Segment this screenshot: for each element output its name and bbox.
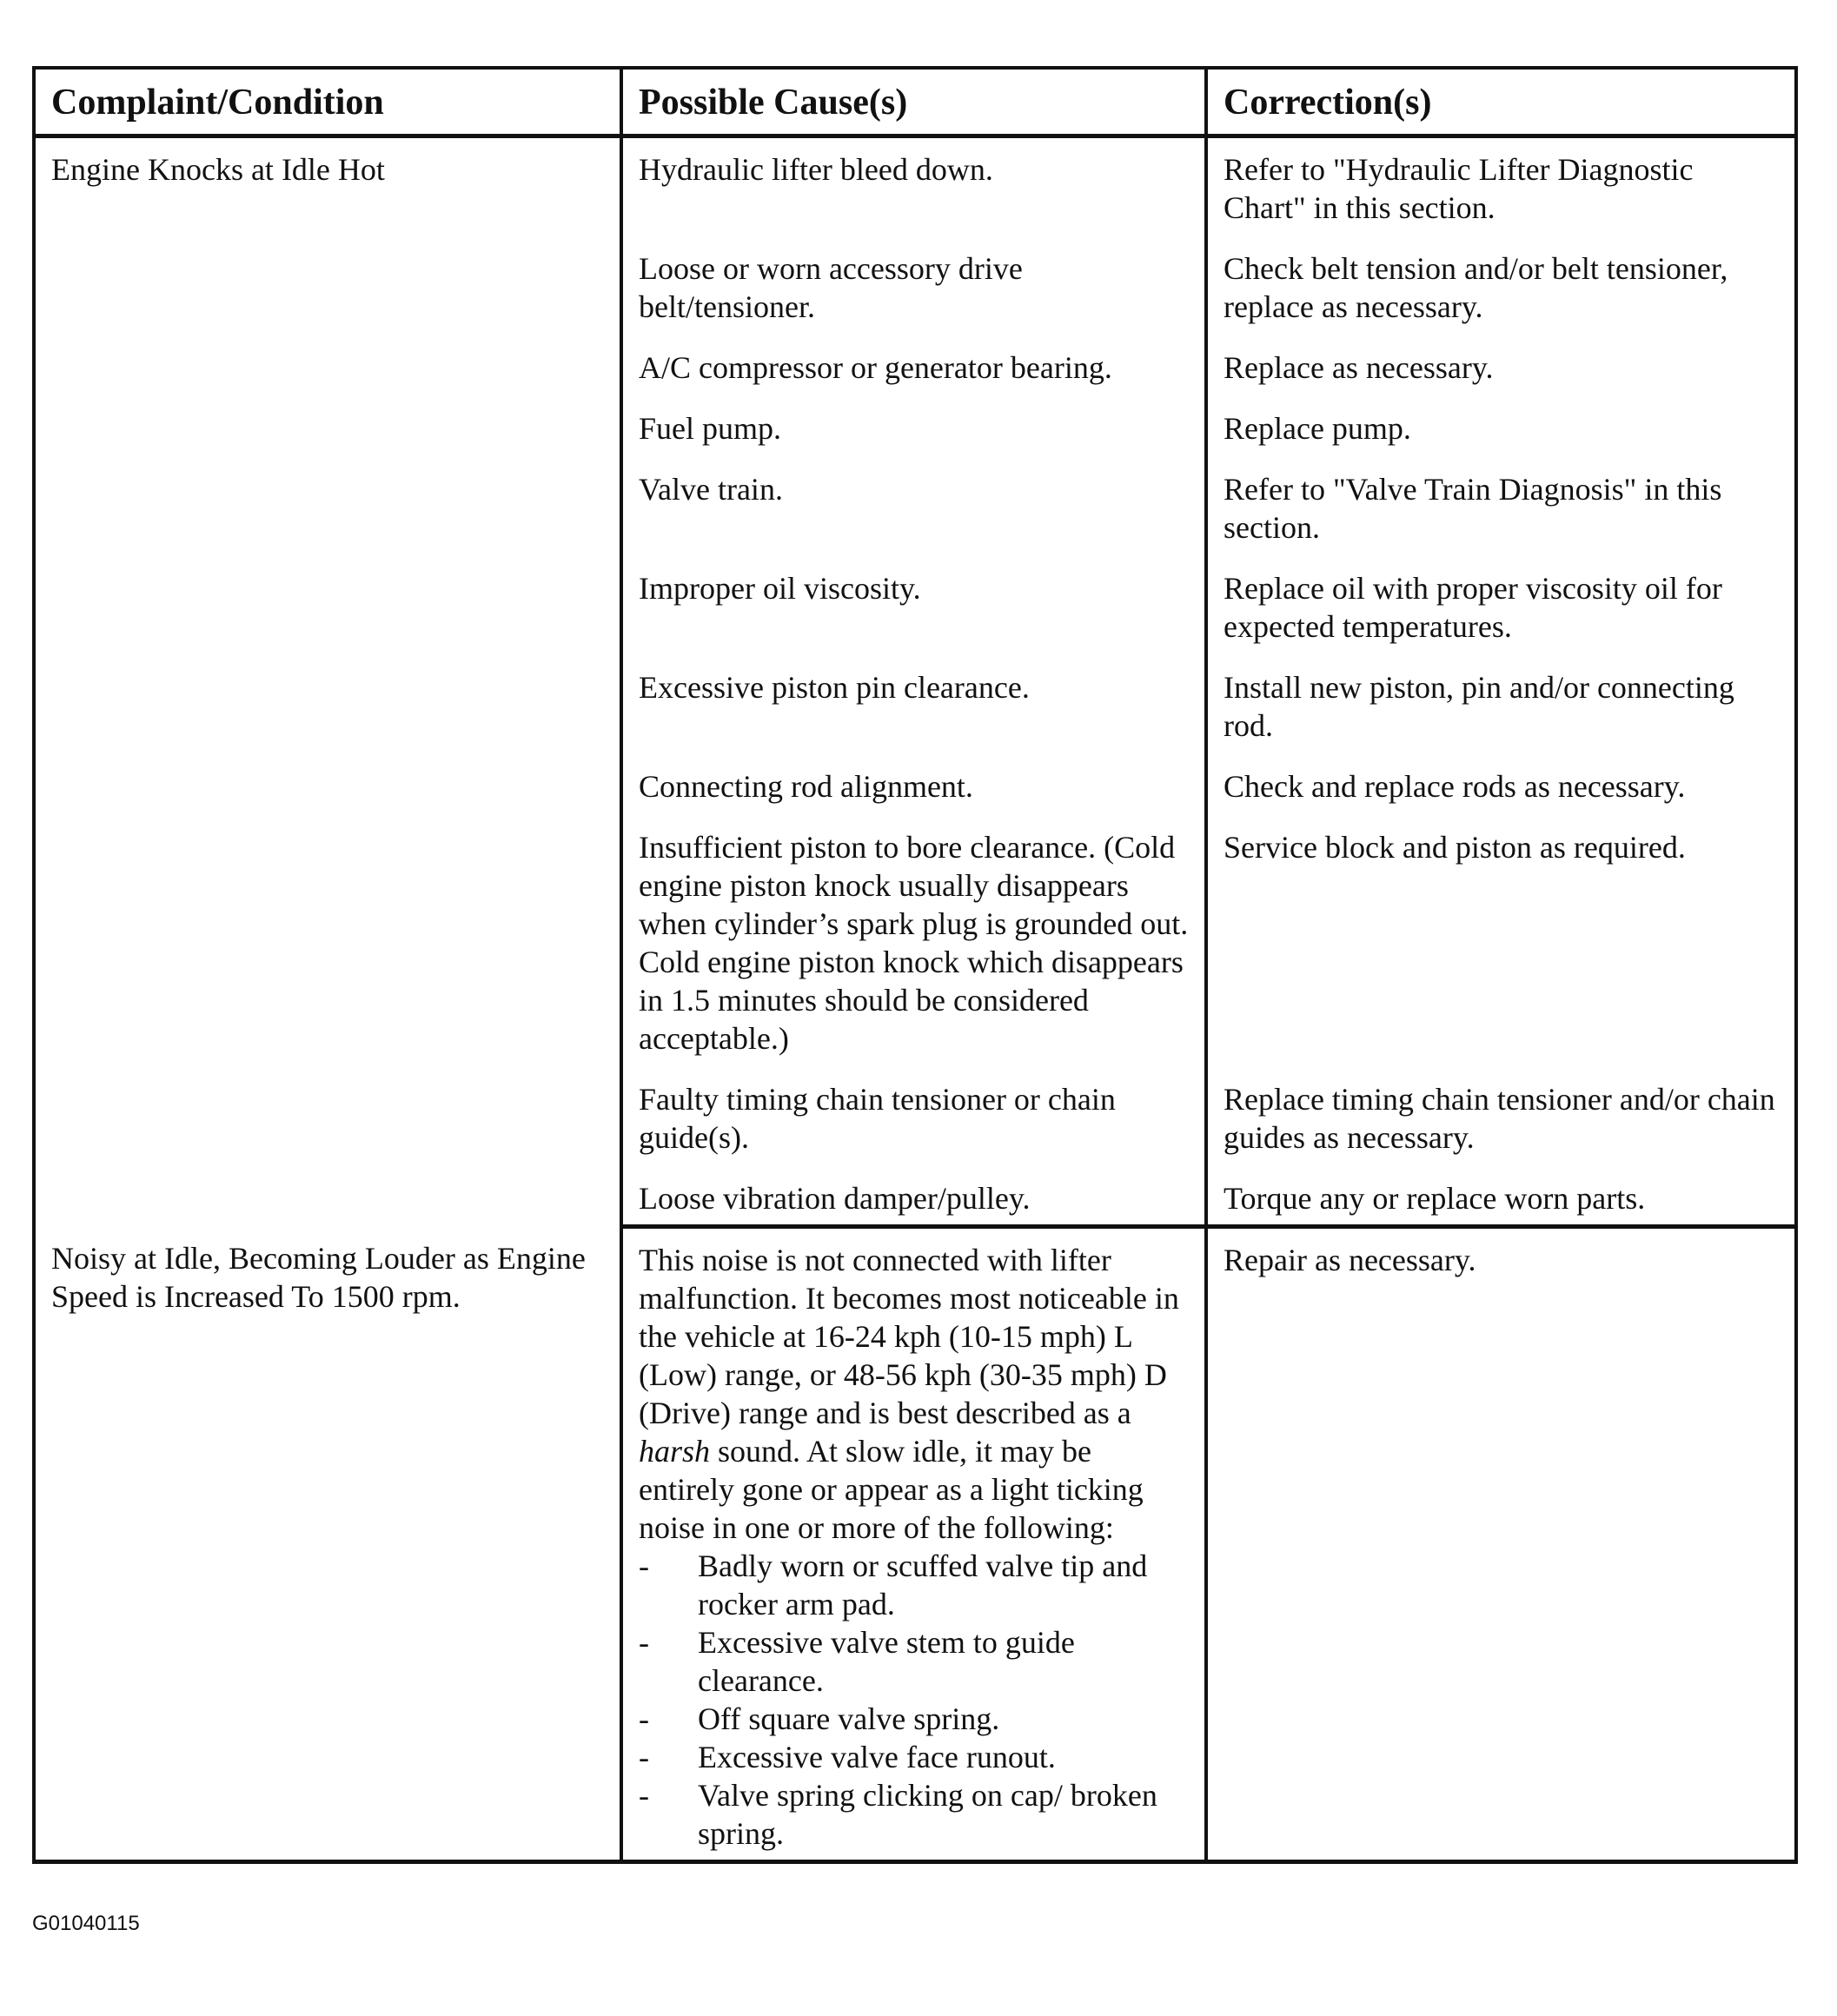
condition-cell: Engine Knocks at Idle Hot xyxy=(34,136,621,1227)
table-row xyxy=(34,1227,1796,1862)
cause-cell: Connecting rod alignment. xyxy=(621,767,1206,828)
dash-icon: - xyxy=(639,1740,649,1774)
cause-cell: Valve train. xyxy=(621,470,1206,569)
list-item: - Excessive valve stem to guide clearance. xyxy=(639,1625,1075,1698)
table-row xyxy=(34,136,1796,250)
diagnosis-table xyxy=(32,66,1798,1864)
correction-cell: Replace oil with proper viscosity oil for expected temperatures. xyxy=(1206,569,1796,668)
header-possible-causes: Possible Cause(s) xyxy=(621,68,1206,136)
table-header-row xyxy=(34,68,1796,136)
cause-intro: This noise is not connected with lifter malfunction. It becomes most noticeable in the vehicle at 16-24 kph (10-15 mph) L (Low) range, or 48-56 kph (30-35 mph) D (Drive) range and is best described as a xyxy=(639,1243,1179,1430)
cause-cell: Loose vibration damper/pulley. xyxy=(621,1179,1206,1227)
cause-cell: Excessive piston pin clearance. xyxy=(621,668,1206,767)
correction-cell: Replace timing chain tensioner and/or chain guides as necessary. xyxy=(1206,1080,1796,1179)
cause-intro-end: sound. At slow idle, it may be entirely gone or appear as a light ticking noise in one or more of the following: xyxy=(639,1434,1144,1545)
cause-bullet-list xyxy=(639,1547,1189,1853)
cause-cell: Fuel pump. xyxy=(621,409,1206,470)
header-corrections: Correction(s) xyxy=(1206,68,1796,136)
correction-cell: Replace pump. xyxy=(1206,409,1796,470)
figure-id: G01040115 xyxy=(32,1912,140,1935)
header-complaint-condition: Complaint/Condition xyxy=(34,68,621,136)
list-item: - Badly worn or scuffed valve tip and rocker arm pad. xyxy=(639,1548,1148,1621)
dash-icon: - xyxy=(639,1778,649,1813)
cause-text xyxy=(623,1229,1204,1860)
cause-emphasis: harsh xyxy=(639,1434,711,1469)
cause-cell: Insufficient piston to bore clearance. (Cold engine piston knock usually disappears when cylinder’s spark plug is grounded out. Cold engine piston knock which disappears in 1.5 minutes should be considered acceptable.) xyxy=(621,828,1206,1080)
correction-cell: Check belt tension and/or belt tensioner, replace as necessary. xyxy=(1206,249,1796,348)
list-item: - Excessive valve face runout. xyxy=(639,1740,1056,1774)
cause-cell: Hydraulic lifter bleed down. xyxy=(621,136,1206,250)
cause-cell xyxy=(621,1227,1206,1862)
dash-icon: - xyxy=(639,1625,649,1660)
correction-cell: Torque any or replace worn parts. xyxy=(1206,1179,1796,1227)
dash-icon: - xyxy=(639,1701,649,1736)
correction-cell: Repair as necessary. xyxy=(1206,1227,1796,1862)
cause-cell: Improper oil viscosity. xyxy=(621,569,1206,668)
dash-icon: - xyxy=(639,1548,649,1583)
list-item: - Off square valve spring. xyxy=(639,1701,1000,1736)
correction-cell: Replace as necessary. xyxy=(1206,348,1796,409)
cause-cell: A/C compressor or generator bearing. xyxy=(621,348,1206,409)
correction-cell: Refer to "Hydraulic Lifter Diagnostic Chart" in this section. xyxy=(1206,136,1796,250)
correction-cell: Refer to "Valve Train Diagnosis" in this section. xyxy=(1206,470,1796,569)
cause-cell: Loose or worn accessory drive belt/tensioner. xyxy=(621,249,1206,348)
correction-cell: Check and replace rods as necessary. xyxy=(1206,767,1796,828)
list-item: - Valve spring clicking on cap/ broken spring. xyxy=(639,1778,1157,1851)
correction-cell: Service block and piston as required. xyxy=(1206,828,1796,1080)
condition-cell: Noisy at Idle, Becoming Louder as Engine Speed is Increased To 1500 rpm. xyxy=(34,1227,621,1862)
correction-cell: Install new piston, pin and/or connecting rod. xyxy=(1206,668,1796,767)
cause-cell: Faulty timing chain tensioner or chain guide(s). xyxy=(621,1080,1206,1179)
